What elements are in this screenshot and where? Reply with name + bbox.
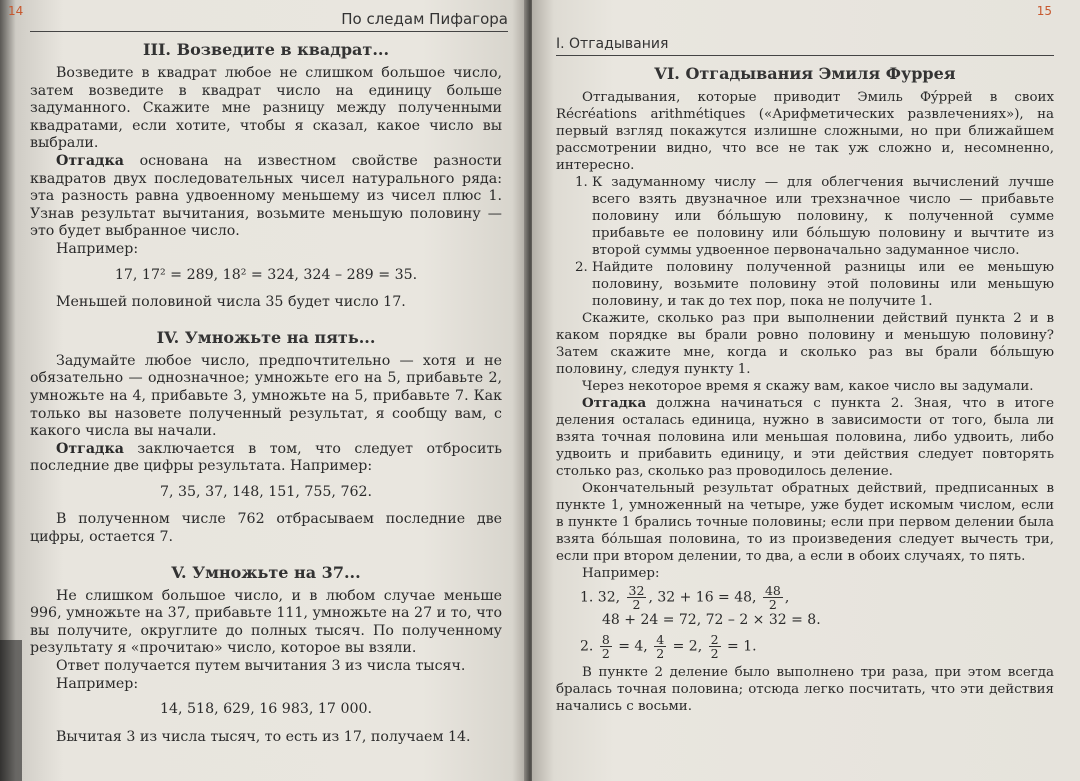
running-head-left: По следам Пифагора [30, 10, 508, 32]
answer-text: должна начинаться с пункта 2. Зная, что в итоге деления осталась единица, нужно в зависимости от того, была ли взята точная половина или меньшая половина, либо удвоить, либо удвоить и прибавить единицу, и эти действия следует повторять столько раз, сколько раз проводилось деление. [556, 396, 1054, 479]
numerator: 8 [601, 632, 610, 647]
denominator: 2 [656, 646, 665, 661]
formula-text: 48 + 24 = 72, 72 – 2 × 32 = 8. [602, 612, 821, 628]
section-5-title: V. Умножьте на 37... [171, 562, 361, 582]
section-6-answer [556, 395, 1054, 480]
formula-1 [580, 584, 1054, 629]
formula-text: = 4, [618, 638, 648, 655]
section-5-result: Вычитая 3 из числа тысяч, то есть из 17, получаем 14. [56, 728, 471, 745]
section-3-title: III. Возведите в квадрат... [142, 40, 390, 59]
section-4-sequence: 7, 35, 37, 148, 151, 755, 762. [159, 483, 373, 500]
fraction [600, 633, 612, 660]
example-label: Например: [56, 240, 139, 257]
section-4-text: Задумайте любое число, предпочтительно — хотя и не обязательно — однозначное; умножьте его на 5, прибавьте 2, умножьте на 4, прибавьте 3, умножьте на 5, прибавьте 7. Как только вы назовете полученный результат, я сообщу вам, с какого числа вы начали. [30, 352, 502, 440]
answer-keyword: Отгадка [56, 152, 124, 169]
section-3-result: Меньшей половиной числа 35 будет число 17. [56, 294, 406, 311]
page-number-right: 15 [1036, 4, 1052, 18]
list-item: 1. К задуманному числу — для облегчения вычислений лучше всего взять двузначное или трехзначное число — прибавьте половину или бóльшую половину, к полученной сумме прибавьте ее половину или бóльшую половину и вычтите из второй суммы удвоенное первоначально задуманное число. [592, 174, 1054, 259]
denominator: 2 [632, 597, 641, 612]
formula-text: , 32 + 16 = 48, [648, 589, 757, 606]
section-3-answer [30, 153, 502, 241]
denominator: 2 [710, 646, 719, 661]
answer-keyword: Отгадка [56, 440, 124, 457]
fraction [709, 633, 721, 660]
formula-text: , [784, 589, 790, 606]
hand-shadow [0, 640, 22, 781]
numerator: 48 [764, 583, 781, 598]
section-6-question: Скажите, сколько раз при выполнении действий пункта 2 и в каком порядке вы брали ровно половину и меньшую половину? Затем скажите мне, когда и сколько раз вы брали бóльшую половину, следуя пункту 1. [556, 311, 1054, 377]
section-3-formula: 17, 17² = 289, 18² = 324, 324 – 289 = 35. [114, 266, 418, 283]
section-6-conclusion: В пункте 2 деление было выполнено три раза, при этом всегда бралась точная половина; отсюда легко посчитать, что эти действия начались с восьми. [556, 665, 1054, 714]
section-6-promise: Через некоторое время я скажу вам, какое число вы задумали. [582, 379, 1034, 394]
numerator: 2 [710, 632, 719, 647]
numerator: 4 [656, 632, 665, 647]
section-5-text: Не слишком большое число, и в любом случае меньше 996, умножьте на 37, прибавьте 111, умножьте на 27 и то, что вы получите, округлите до полных тысяч. По полученному результату я «прочитаю» число, которое вы взяли. [30, 587, 502, 657]
running-head-right: I. Отгадывания [556, 36, 1054, 56]
formula-2 [580, 633, 1054, 660]
denominator: 2 [601, 646, 610, 661]
fraction [763, 584, 783, 611]
left-page [0, 0, 528, 781]
section-4-answer [30, 441, 502, 476]
section-4-title: IV. Умножьте на пять... [156, 327, 376, 347]
fraction [654, 633, 666, 660]
formula-text: 1. 32, [580, 589, 621, 606]
denominator: 2 [768, 597, 777, 612]
formula-text: 2. [580, 638, 594, 655]
section-3-text: Возведите в квадрат любое не слишком большое число, затем возведите в квадрат число на единицу больше задуманного. Скажите мне разницу между полученными квадратами, если хотите, чтобы я сказал, какое число вы выбрали. [30, 65, 502, 152]
section-4-result: В полученном числе 762 отбрасываем последние две цифры, остается 7. [30, 511, 502, 546]
example-label: Например: [582, 566, 660, 581]
example-label: Например: [56, 675, 139, 692]
formula-text: = 2, [672, 638, 703, 655]
section-5-sequence: 14, 518, 629, 16 983, 17 000. [159, 701, 373, 718]
section-6-title: VI. Отгадывания Эмиля Фуррея [654, 64, 956, 83]
steps-list [556, 174, 1054, 310]
section-5-answer: Ответ получается путем вычитания 3 из числа тысяч. [56, 658, 466, 675]
section-6-final: Окончательный результат обратных действий, предписанных в пункте 1, умноженный на четыре, уже будет искомым числом, если в пункте 1 брались точные половины; если при первом делении была взята бóльшая половина, то из произведения следует вычесть три, если при втором делении, то два, а если в обоих случаях, то пять. [556, 481, 1054, 564]
page-number-left: 14 [8, 4, 24, 18]
fraction [627, 584, 647, 611]
answer-keyword: Отгадка [582, 395, 647, 411]
numerator: 32 [628, 583, 645, 598]
section-6-intro: Отгадывания, которые приводит Эмиль Фýррей в своих Récréations arithmétiques («Арифметических развлечениях»), на первый взгляд покажутся излишне сложными, но при ближайшем рассмотрении видно, что все не так уж сложно и, несомненно, интересно. [556, 90, 1054, 173]
answer-text: заключается в том, что следует отбросить последние две цифры результата. Например: [30, 440, 502, 475]
formula-text: = 1. [727, 638, 757, 655]
list-item: 2. Найдите половину полученной разницы или ее меньшую половину, возьмите половину этой половины или меньшую половину, и так до тех пор, пока не получите 1. [592, 259, 1054, 310]
right-page [532, 0, 1080, 781]
answer-text: основана на известном свойстве разности квадратов двух последовательных чисел натурального ряда: эта разность равна удвоенному меньшему из чисел плюс 1. Узнав результат вычитания, возьмите меньшую половину — это будет выбранное число. [30, 152, 502, 240]
